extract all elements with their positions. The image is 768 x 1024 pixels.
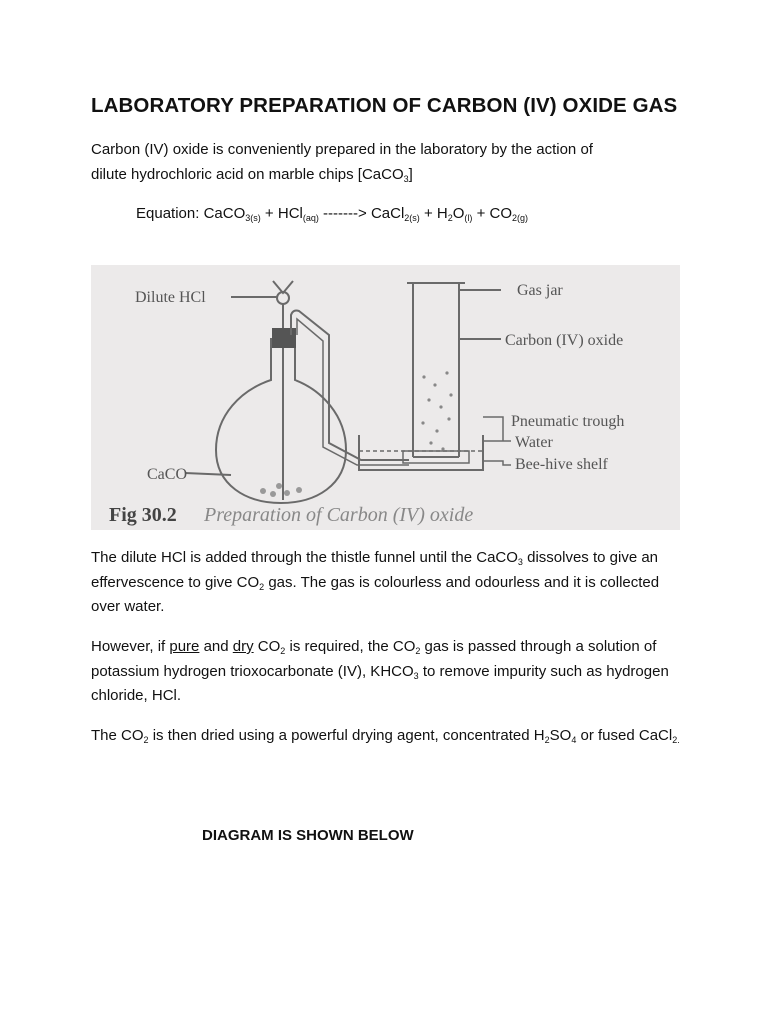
label-carbon-oxide: Carbon (IV) oxide <box>505 332 624 349</box>
marble-chips <box>260 483 302 497</box>
round-bottom-flask <box>216 339 346 503</box>
gas-bubbles <box>421 371 452 450</box>
apparatus-figure <box>91 265 680 530</box>
label-water: Water <box>515 434 553 451</box>
apparatus-diagram <box>91 265 680 530</box>
intro-line-1: Carbon (IV) oxide is conveniently prepared in the laboratory by the action of <box>91 141 593 158</box>
page-title: LABORATORY PREPARATION OF CARBON (IV) OXIDE GAS <box>91 94 678 117</box>
underlined-dry: dry <box>232 638 254 655</box>
paragraph-effervescence: The dilute HCl is added through the thistle funnel until the CaCO$_3$ dissolves to give an effervescence to give $CO_2$ gas. The gas is colourless and odourless and it is collected over water. <box>91 549 660 615</box>
label-caco: CaCO <box>147 466 187 483</box>
label-bee-hive-shelf: Bee-hive shelf <box>515 456 608 473</box>
underlined-pure: pure <box>169 638 200 655</box>
label-pneumatic-trough: Pneumatic trough <box>511 413 625 430</box>
chemical-equation: Equation: CaCO$_{3(s)}$ + HCl$_{(aq)}$ -------> CaCl$_{2(s)}$ + $H_2O_{(l)} + CO_{2(g)}$ <box>136 205 529 223</box>
intro-paragraph: Carbon (IV) oxide is conveniently prepared in the laboratory by the action of dilute hydrochloric acid on marble chips [CaCO$_3$] <box>91 141 593 184</box>
delivery-tube <box>291 311 409 461</box>
intro-line-2: dilute hydrochloric acid on marble chips [CaCO <box>91 165 404 183</box>
diagram-note: DIAGRAM IS SHOWN BELOW <box>202 827 414 844</box>
label-dilute-hcl: Dilute HCl <box>135 289 206 306</box>
figure-caption-number: Fig 30.2 <box>109 504 177 526</box>
paragraph-drying: The $CO_2$ is then dried using a powerful drying agent, concentrated $H_2SO_4$ or fused CaCl$_{2.}$ <box>91 727 680 745</box>
figure-caption-text: Preparation of Carbon (IV) oxide <box>204 504 474 526</box>
label-gas-jar: Gas jar <box>517 282 563 299</box>
paragraph-purification: However, if pure and dry $CO_2$ is required, the $CO_2$ gas is passed through a solution of potassium hydrogen trioxocarbonate (IV), $KHCO_3$ to remove impurity such as hydrogen chloride, HCl. <box>91 638 669 704</box>
